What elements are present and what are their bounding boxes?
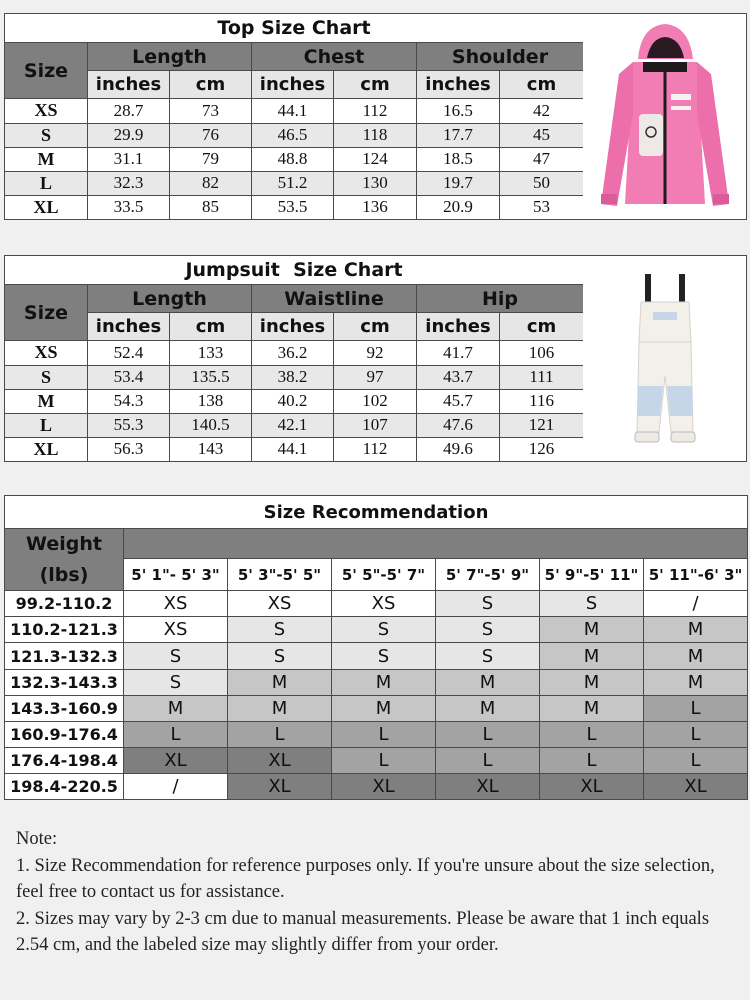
value-cell: 79	[170, 147, 252, 171]
value-cell: 82	[170, 171, 252, 195]
value-cell: 133	[170, 341, 252, 365]
value-cell: 53	[500, 195, 584, 219]
value-cell: 47.6	[417, 413, 500, 437]
weight-range-cell: 143.3-160.9	[5, 695, 124, 721]
value-cell: 124	[334, 147, 417, 171]
recommended-size-cell: M	[540, 643, 644, 669]
recommended-size-cell: XS	[124, 591, 228, 617]
value-cell: 50	[500, 171, 584, 195]
recommended-size-cell: XS	[228, 591, 332, 617]
chest-band	[671, 106, 691, 110]
length-header: Length	[88, 285, 252, 313]
height-header: 5' 9"-5' 11"	[540, 559, 644, 591]
weight-range-cell: 198.4-220.5	[5, 773, 124, 799]
note-item: 2. Sizes may vary by 2-3 cm due to manual measurements. Please be aware that 1 inch equals 2.54 cm, and the labeled size may slightly differ from your order.	[16, 908, 710, 955]
value-cell: 48.8	[252, 147, 334, 171]
table-row	[5, 341, 584, 365]
recommended-size-cell: S	[332, 617, 436, 643]
value-cell: 18.5	[417, 147, 500, 171]
value-cell: 51.2	[252, 171, 334, 195]
weight-range-cell: 160.9-176.4	[5, 721, 124, 747]
recommended-size-cell: XS	[124, 617, 228, 643]
recommended-size-cell: S	[436, 617, 540, 643]
recommended-size-cell: XL	[228, 773, 332, 799]
size-cell: S	[5, 123, 88, 147]
recommended-size-cell: S	[436, 643, 540, 669]
table-row	[5, 413, 584, 437]
top-chart-title: Top Size Chart	[5, 14, 584, 43]
recommended-size-cell: S	[332, 643, 436, 669]
size-cell: L	[5, 413, 88, 437]
size-cell: XL	[5, 437, 88, 461]
table-row	[5, 437, 584, 461]
value-cell: 16.5	[417, 99, 500, 123]
size-cell: XS	[5, 341, 88, 365]
recommended-size-cell: L	[644, 721, 748, 747]
recommended-size-cell: XL	[332, 773, 436, 799]
recommended-size-cell: XL	[436, 773, 540, 799]
value-cell: 76	[170, 123, 252, 147]
chest-band	[671, 94, 691, 100]
recommended-size-cell: /	[124, 773, 228, 799]
table-row	[5, 365, 584, 389]
table-row	[5, 721, 748, 747]
right-boot	[671, 432, 695, 442]
value-cell: 111	[500, 365, 584, 389]
table-row	[5, 99, 584, 123]
right-strap	[679, 274, 685, 304]
recommended-size-cell: L	[436, 721, 540, 747]
table-row	[5, 171, 584, 195]
size-cell: M	[5, 389, 88, 413]
chest-header: Chest	[252, 43, 417, 71]
table-row	[5, 591, 748, 617]
size-cell: L	[5, 171, 88, 195]
recommended-size-cell: M	[332, 695, 436, 721]
jacket-photo	[583, 13, 747, 220]
value-cell: 45.7	[417, 389, 500, 413]
ski-jacket-image	[583, 14, 747, 221]
value-cell: 56.3	[88, 437, 170, 461]
weight-range-cell: 110.2-121.3	[5, 617, 124, 643]
left-boot	[635, 432, 659, 442]
weight-range-cell: 176.4-198.4	[5, 747, 124, 773]
note-item: 1. Size Recommendation for reference purposes only. If you're unsure about the size selection, feel free to contact us for assistance.	[16, 855, 715, 902]
jacket-collar	[643, 62, 687, 72]
recommendation-title: Size Recommendation	[5, 496, 748, 529]
recommended-size-cell: M	[540, 695, 644, 721]
left-strap	[645, 274, 651, 304]
value-cell: 38.2	[252, 365, 334, 389]
value-cell: 32.3	[88, 171, 170, 195]
unit-header: cm	[334, 313, 417, 341]
value-cell: 36.2	[252, 341, 334, 365]
shoulder-header: Shoulder	[417, 43, 584, 71]
value-cell: 41.7	[417, 341, 500, 365]
value-cell: 20.9	[417, 195, 500, 219]
recommended-size-cell: XL	[644, 773, 748, 799]
value-cell: 97	[334, 365, 417, 389]
value-cell: 29.9	[88, 123, 170, 147]
length-header: Length	[88, 43, 252, 71]
value-cell: 43.7	[417, 365, 500, 389]
height-header: 5' 3"-5' 5"	[228, 559, 332, 591]
recommended-size-cell: L	[332, 747, 436, 773]
recommended-size-cell: S	[124, 669, 228, 695]
value-cell: 49.6	[417, 437, 500, 461]
table-row	[5, 669, 748, 695]
value-cell: 85	[170, 195, 252, 219]
table-row	[5, 195, 584, 219]
value-cell: 73	[170, 99, 252, 123]
recommended-size-cell: M	[124, 695, 228, 721]
value-cell: 121	[500, 413, 584, 437]
unit-header: cm	[170, 71, 252, 99]
value-cell: 143	[170, 437, 252, 461]
recommended-size-cell: S	[228, 643, 332, 669]
table-row	[5, 747, 748, 773]
size-recommendation-table	[4, 495, 748, 800]
size-cell: XL	[5, 195, 88, 219]
waistline-header: Waistline	[252, 285, 417, 313]
value-cell: 140.5	[170, 413, 252, 437]
recommended-size-cell: M	[228, 695, 332, 721]
table-row	[5, 123, 584, 147]
value-cell: 136	[334, 195, 417, 219]
height-band	[124, 529, 748, 559]
value-cell: 138	[170, 389, 252, 413]
recommended-size-cell: XL	[228, 747, 332, 773]
value-cell: 31.1	[88, 147, 170, 171]
value-cell: 44.1	[252, 437, 334, 461]
table-row	[5, 643, 748, 669]
weight-range-cell: 99.2-110.2	[5, 591, 124, 617]
jumpsuit-photo	[583, 255, 747, 462]
value-cell: 52.4	[88, 341, 170, 365]
left-cuff	[601, 194, 617, 204]
recommended-size-cell: M	[644, 643, 748, 669]
recommended-size-cell: S	[124, 643, 228, 669]
size-header: Size	[5, 285, 88, 341]
recommended-size-cell: M	[332, 669, 436, 695]
recommended-size-cell: XS	[332, 591, 436, 617]
jumpsuit-chart-title: Jumpsuit Size Chart	[5, 256, 584, 285]
bib-label	[653, 312, 677, 320]
size-recommendation	[4, 495, 747, 800]
recommended-size-cell: M	[644, 617, 748, 643]
recommended-size-cell: L	[644, 747, 748, 773]
unit-header: inches	[252, 71, 334, 99]
recommended-size-cell: M	[644, 669, 748, 695]
value-cell: 130	[334, 171, 417, 195]
weight-unit: (lbs)	[5, 559, 124, 591]
recommended-size-cell: M	[436, 669, 540, 695]
size-cell: XS	[5, 99, 88, 123]
right-cuff	[713, 194, 729, 204]
value-cell: 92	[334, 341, 417, 365]
unit-header: cm	[334, 71, 417, 99]
recommended-size-cell: L	[436, 747, 540, 773]
table-row	[5, 147, 584, 171]
recommended-size-cell: S	[540, 591, 644, 617]
recommended-size-cell: L	[124, 721, 228, 747]
chest-pocket	[639, 114, 663, 156]
recommended-size-cell: L	[228, 721, 332, 747]
recommended-size-cell: M	[436, 695, 540, 721]
value-cell: 118	[334, 123, 417, 147]
hip-header: Hip	[417, 285, 584, 313]
value-cell: 42.1	[252, 413, 334, 437]
left-knee-panel	[637, 386, 663, 416]
recommended-size-cell: L	[540, 721, 644, 747]
recommended-size-cell: XL	[124, 747, 228, 773]
value-cell: 112	[334, 437, 417, 461]
unit-header: inches	[88, 71, 170, 99]
value-cell: 45	[500, 123, 584, 147]
jumpsuit-size-table	[4, 255, 584, 462]
recommended-size-cell: L	[540, 747, 644, 773]
value-cell: 33.5	[88, 195, 170, 219]
table-row	[5, 773, 748, 799]
unit-header: inches	[417, 313, 500, 341]
unit-header: inches	[88, 313, 170, 341]
jumpsuit-size-chart	[4, 255, 747, 462]
value-cell: 53.5	[252, 195, 334, 219]
unit-header: cm	[170, 313, 252, 341]
unit-header: cm	[500, 313, 584, 341]
height-header: 5' 1"- 5' 3"	[124, 559, 228, 591]
notes-heading: Note:	[16, 829, 58, 849]
weight-header: Weight	[5, 529, 124, 559]
recommended-size-cell: L	[644, 695, 748, 721]
recommended-size-cell: /	[644, 591, 748, 617]
weight-range-cell: 121.3-132.3	[5, 643, 124, 669]
recommended-size-cell: XL	[540, 773, 644, 799]
recommended-size-cell: M	[540, 669, 644, 695]
value-cell: 106	[500, 341, 584, 365]
size-cell: S	[5, 365, 88, 389]
unit-header: inches	[417, 71, 500, 99]
value-cell: 54.3	[88, 389, 170, 413]
top-size-chart	[4, 13, 747, 220]
ski-bib-pants-image	[583, 256, 747, 463]
value-cell: 19.7	[417, 171, 500, 195]
value-cell: 55.3	[88, 413, 170, 437]
value-cell: 53.4	[88, 365, 170, 389]
size-cell: M	[5, 147, 88, 171]
value-cell: 112	[334, 99, 417, 123]
table-row	[5, 617, 748, 643]
recommended-size-cell: M	[540, 617, 644, 643]
value-cell: 28.7	[88, 99, 170, 123]
height-header: 5' 11"-6' 3"	[644, 559, 748, 591]
value-cell: 135.5	[170, 365, 252, 389]
notes-section	[16, 826, 741, 959]
height-header: 5' 7"-5' 9"	[436, 559, 540, 591]
bib-front	[639, 302, 691, 342]
value-cell: 126	[500, 437, 584, 461]
value-cell: 17.7	[417, 123, 500, 147]
recommended-size-cell: S	[436, 591, 540, 617]
recommended-size-cell: M	[228, 669, 332, 695]
value-cell: 46.5	[252, 123, 334, 147]
size-header: Size	[5, 43, 88, 99]
recommendation-rows	[5, 591, 748, 800]
recommended-size-cell: S	[228, 617, 332, 643]
table-row	[5, 695, 748, 721]
right-knee-panel	[667, 386, 693, 416]
value-cell: 40.2	[252, 389, 334, 413]
unit-header: cm	[500, 71, 584, 99]
recommended-size-cell: L	[332, 721, 436, 747]
table-row	[5, 389, 584, 413]
weight-range-cell: 132.3-143.3	[5, 669, 124, 695]
value-cell: 107	[334, 413, 417, 437]
value-cell: 116	[500, 389, 584, 413]
value-cell: 44.1	[252, 99, 334, 123]
height-header: 5' 5"-5' 7"	[332, 559, 436, 591]
value-cell: 102	[334, 389, 417, 413]
unit-header: inches	[252, 313, 334, 341]
value-cell: 42	[500, 99, 584, 123]
top-size-table	[4, 13, 584, 220]
value-cell: 47	[500, 147, 584, 171]
